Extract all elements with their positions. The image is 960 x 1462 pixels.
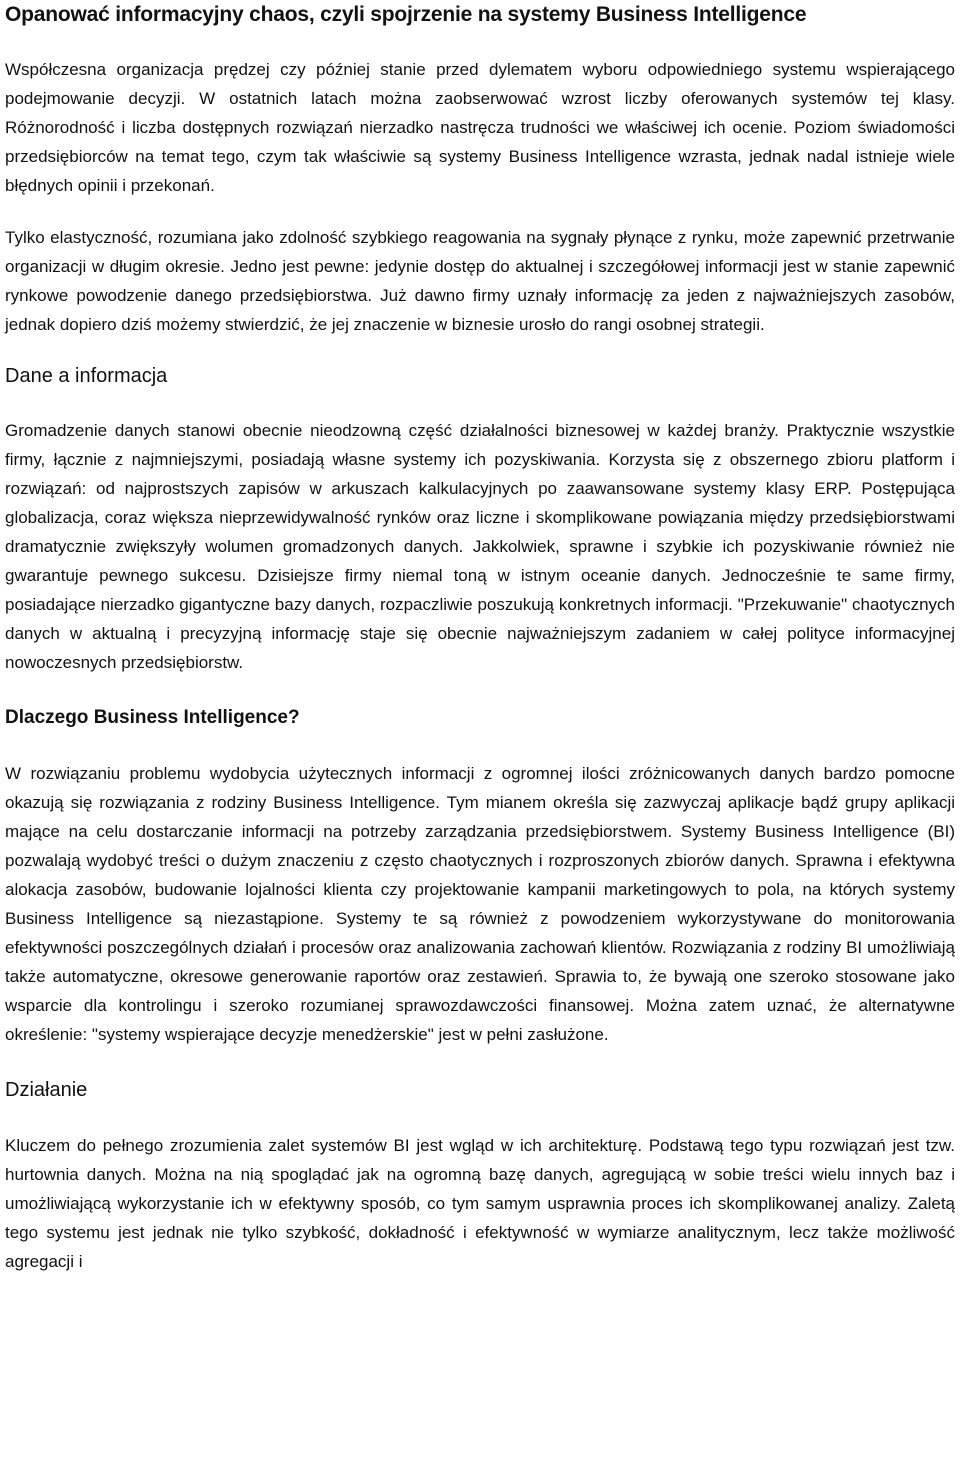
section-text-dlaczego: W rozwiązaniu problemu wydobycia użytecznych informacji z ogromnej ilości zróżnicowanych danych bardzo pomocne okazują się rozwiązania z rodziny Business Intelligence. Tym mianem określa się zazwyczaj aplikacje bądź grupy aplikacji mające na celu dostarczanie informacji na potrzeby zarządzania przedsiębiorstwem. Systemy Business Intelligence (BI) pozwalają wydobyć treści o dużym znaczeniu z często chaotycznych i rozproszonych zbiorów danych. Sprawna i efektywna alokacja zasobów, budowanie lojalności klienta czy projektowanie kampanii marketingowych to pola, na których systemy Business Intelligence są niezastąpione. Systemy te są również z powodzeniem wykorzystywane do monitorowania efektywności poszczególnych działań i procesów oraz analizowania zachowań klientów. Rozwiązania z rodziny BI umożliwiają także automatyczne, okresowe generowanie raportów oraz zestawień. Sprawia to, że bywają one szeroko stosowane jako wsparcie dla kontrolingu i szeroko rozumianej sprawozdawczości finansowej. Można zatem uznać, że alternatywne określenie: "systemy wspierające decyzje menedżerskie" jest w pełni zasłużone.	[5, 764, 955, 1044]
section-text-dane: Gromadzenie danych stanowi obecnie nieodzowną część działalności biznesowej w każdej branży. Praktycznie wszystkie firmy, łącznie z najmniejszymi, posiadają własne systemy ich pozyskiwania. Korzysta się z obszernego zbioru platform i rozwiązań: od najprostszych zapisów w arkuszach kalkulacyjnych po zaawansowane systemy klasy ERP. Postępująca globalizacja, coraz większa nieprzewidywalność rynków oraz liczne i skomplikowane powiązania między przedsiębiorstwami dramatycznie zwiększyły wolumen gromadzonych danych. Jakkolwiek, sprawne i szybkie ich pozyskiwanie również nie gwarantuje pewnego sukcesu. Dzisiejsze firmy niemal toną w istnym oceanie danych. Jednocześnie te same firmy, posiadające nierzadko gigantyczne bazy danych, rozpaczliwie poszukują konkretnych informacji. "Przekuwanie" chaotycznych danych w aktualną i precyzyjną informację staje się obecnie najważniejszym zadaniem w całej polityce informacyjnej nowoczesnych przedsiębiorstw.	[5, 421, 955, 672]
section-text-dzialanie: Kluczem do pełnego zrozumienia zalet systemów BI jest wgląd w ich architekturę. Podstawą tego typu rozwiązań jest tzw. hurtownia danych. Można na nią spoglądać jak na ogromną bazę danych, agregującą w sobie treści wielu innych baz i umożliwiającą wykorzystanie ich w efektywny sposób, co tym samym usprawnia proces ich skomplikowanej analizy. Zaletą tego systemu jest jednak nie tylko szybkość, dokładność i efektywność w wymiarze analitycznym, lecz także możliwość agregacji i	[5, 1136, 955, 1271]
intro-paragraph-2: Tylko elastyczność, rozumiana jako zdolność szybkiego reagowania na sygnały płynące z rynku, może zapewnić przetrwanie organizacji w długim okresie. Jedno jest pewne: jedynie dostęp do aktualnej i szczegółowej informacji jest w stanie zapewnić rynkowe powodzenie danego przedsiębiorstwa. Już dawno firmy uznały informację za jeden z najważniejszych zasobów, jednak dopiero dziś możemy stwierdzić, że jej znaczenie w biznesie urosło do rangi osobnej strategii.	[5, 228, 955, 334]
intro-paragraph-1: Współczesna organizacja prędzej czy później stanie przed dylematem wyboru odpowiedniego systemu wspierającego podejmowanie decyzji. W ostatnich latach można zaobserwować wzrost liczby oferowanych systemów tej klasy. Różnorodność i liczba dostępnych rozwiązań nierzadko nastręcza trudności we właściwej ich ocenie. Poziom świadomości przedsiębiorców na temat tego, czym tak właściwie są systemy Business Intelligence wzrasta, jednak nadal istnieje wiele błędnych opinii i przekonań.	[5, 60, 955, 195]
document-page	[5, 0, 955, 1276]
section-heading-dzialanie: Działanie	[5, 1079, 88, 1101]
section-heading-dane: Dane a informacja	[5, 365, 168, 387]
document-title: Opanować informacyjny chaos, czyli spojrzenie na systemy Business Intelligence	[5, 3, 807, 26]
section-heading-dlaczego: Dlaczego Business Intelligence?	[5, 707, 300, 728]
